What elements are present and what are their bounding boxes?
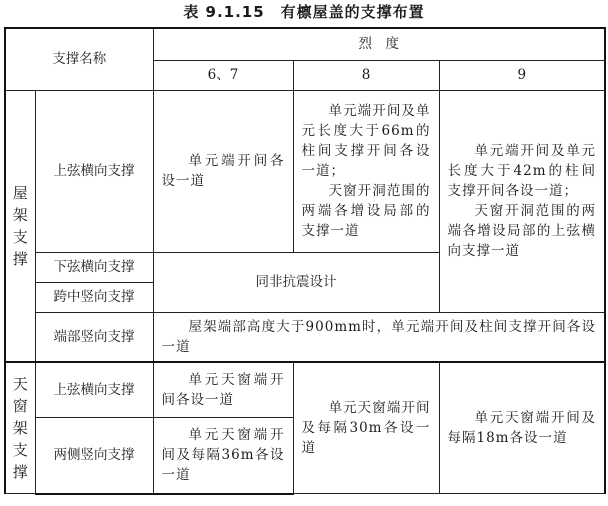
row-label-top-chord-horizontal: 上弦横向支撑 xyxy=(35,90,153,252)
cell-top-chord-8: 单元端开间及单元长度大于66m的柱间支撑开间各设一道； 天窗开洞范围的两端各增设局部的支撑一道 xyxy=(293,90,439,252)
header-support-name: 支撑名称 xyxy=(5,28,153,90)
row-label-bottom-chord-horizontal: 下弦横向支撑 xyxy=(35,252,153,282)
cell-same-as-non-seismic: 同非抗震设计 xyxy=(153,252,439,312)
cell-skylight-top-6-7: 单元天窗端开间各设一道 xyxy=(153,362,293,418)
cell-skylight-8: 单元天窗端开间及每隔30m各设一道 xyxy=(293,362,439,494)
row-label-midspan-vertical: 跨中竖向支撑 xyxy=(35,282,153,312)
table-caption: 表 9.1.15 有檩屋盖的支撑布置 xyxy=(183,3,425,21)
header-intensity: 烈 度 xyxy=(153,28,605,60)
cell-end-vertical-all: 屋架端部高度大于900mm时，单元端开间及柱间支撑开间各设一道 xyxy=(153,312,605,362)
row-label-skylight-top-chord: 上弦横向支撑 xyxy=(35,362,153,418)
header-col-9: 9 xyxy=(439,60,605,90)
group-roof-truss-support: 屋架支撑 xyxy=(5,90,35,362)
cell-skylight-side-6-7: 单元天窗端开间及每隔36m各设一道 xyxy=(153,418,293,494)
row-label-skylight-side-vertical: 两侧竖向支撑 xyxy=(35,418,153,494)
cell-skylight-9: 单元天窗端开间及每隔18m各设一道 xyxy=(439,362,605,494)
cell-top-chord-6-7: 单元端开间各设一道 xyxy=(153,90,293,252)
row-label-end-vertical: 端部竖向支撑 xyxy=(35,312,153,362)
header-col-8: 8 xyxy=(293,60,439,90)
header-col-6-7: 6、7 xyxy=(153,60,293,90)
group-skylight-frame-support: 天窗架支撑 xyxy=(5,362,35,494)
support-layout-table xyxy=(4,27,606,495)
cell-top-bottom-midspan-9: 单元端开间及单元长度大于42m的柱间支撑开间各设一道； 天窗开洞范围的两端各增设局部的上弦横向支撑一道 xyxy=(439,90,605,312)
